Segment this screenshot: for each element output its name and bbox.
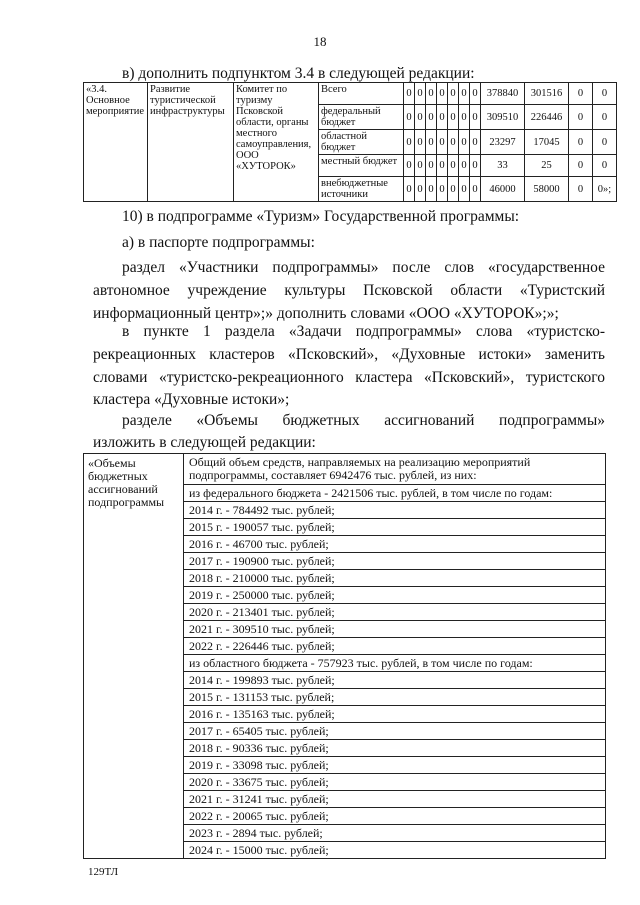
participants-line-3: информационный центр»;» дополнить словами «ООО «ХУТОРОК»;»; <box>93 305 559 322</box>
budget-line: из федерального бюджета - 2421506 тыс. рублей, в том числе по годам: <box>184 484 605 501</box>
paragraph-a: а) в паспорте подпрограммы: <box>122 234 315 251</box>
budget-line: 2022 г. - 226446 тыс. рублей; <box>184 637 605 654</box>
source-cell: федеральный бюджет <box>319 105 404 130</box>
value-cell: 0 <box>415 177 426 202</box>
budget-line: 2017 г. - 65405 тыс. рублей; <box>184 722 605 739</box>
value-cell: 0 <box>448 155 459 177</box>
value-cell: 0 <box>459 83 470 105</box>
value-cell: 0 <box>404 130 415 155</box>
budget-line: 2020 г. - 213401 тыс. рублей; <box>184 603 605 620</box>
tasks-line-1: в пункте 1 раздела «Задачи подпрограммы» слова «туристско- <box>122 323 605 340</box>
budget-line: 2016 г. - 46700 тыс. рублей; <box>184 535 605 552</box>
footer-code: 129ТЛ <box>88 866 119 878</box>
value-cell: 0 <box>470 177 481 202</box>
value-cell: 0 <box>437 105 448 130</box>
measure-type-text: Основное мероприятие <box>86 95 144 117</box>
value-cell: 0 <box>459 155 470 177</box>
value-cell: 301516 <box>525 83 569 105</box>
participants-line-2: автономное учреждение культуры Псковской области «Туристский <box>93 282 605 299</box>
value-cell: 0 <box>569 105 593 130</box>
value-cell: 0 <box>426 155 437 177</box>
value-cell: 0 <box>404 83 415 105</box>
paragraph-10: 10) в подпрограмме «Туризм» Государственной программы: <box>122 208 520 225</box>
budget-line: 2022 г. - 20065 тыс. рублей; <box>184 807 605 824</box>
value-cell: 378840 <box>481 83 525 105</box>
value-cell: 0 <box>593 130 617 155</box>
source-cell: внебюджетные источники <box>319 177 404 202</box>
value-cell: 0 <box>569 130 593 155</box>
value-cell: 0 <box>593 155 617 177</box>
value-cell: 0 <box>404 177 415 202</box>
value-cell: 226446 <box>525 105 569 130</box>
budget-label: «Объемы бюджетных ассигнований подпрограммы <box>84 454 184 859</box>
value-cell: 0 <box>437 83 448 105</box>
tasks-line-2: рекреационных кластеров «Псковский», «Духовные истоки» заменить <box>93 346 605 363</box>
budget-line: 2015 г. - 131153 тыс. рублей; <box>184 688 605 705</box>
budget-total: Общий объем средств, направляемых на реализацию мероприятий подпрограммы, составляет 6942476 тыс. рублей, из них: <box>189 455 531 482</box>
value-cell: 0 <box>437 177 448 202</box>
measure-code <box>84 83 148 202</box>
value-cell: 0 <box>459 130 470 155</box>
value-cell: 0 <box>448 177 459 202</box>
value-cell: 0 <box>404 105 415 130</box>
budget-line: 2020 г. - 33675 тыс. рублей; <box>184 773 605 790</box>
budget-line: 2018 г. - 210000 тыс. рублей; <box>184 569 605 586</box>
source-cell: Всего <box>319 83 404 105</box>
value-cell: 0 <box>426 177 437 202</box>
budget-line: 2016 г. - 135163 тыс. рублей; <box>184 705 605 722</box>
budget-line: 2017 г. - 190900 тыс. рублей; <box>184 552 605 569</box>
value-cell: 0 <box>448 105 459 130</box>
value-cell: 0 <box>470 83 481 105</box>
value-cell: 0 <box>415 130 426 155</box>
budget-table <box>83 453 606 859</box>
participants-line-1: раздел «Участники подпрограммы» после слов «государственное <box>122 259 605 276</box>
value-cell: 25 <box>525 155 569 177</box>
volumes-line-1: разделе «Объемы бюджетных ассигнований подпрограммы» <box>122 412 605 429</box>
value-cell: 0 <box>569 83 593 105</box>
value-cell: 0 <box>593 105 617 130</box>
measure-executor: Комитет по туризму Псковской области, органы местного самоуправления, ООО «ХУТОРОК» <box>234 83 319 202</box>
intro-line: в) дополнить подпунктом 3.4 в следующей редакции: <box>122 65 475 82</box>
measure-table <box>83 82 617 202</box>
volumes-line-2: изложить в следующей редакции: <box>93 434 316 451</box>
budget-line: 2024 г. - 15000 тыс. рублей; <box>184 841 605 858</box>
value-cell: 0 <box>470 155 481 177</box>
value-cell: 0 <box>448 83 459 105</box>
value-cell: 0»; <box>593 177 617 202</box>
value-cell: 0 <box>437 155 448 177</box>
budget-line: 2021 г. - 31241 тыс. рублей; <box>184 790 605 807</box>
value-cell: 0 <box>415 83 426 105</box>
budget-line: 2014 г. - 199893 тыс. рублей; <box>184 671 605 688</box>
value-cell: 0 <box>470 105 481 130</box>
budget-line: 2014 г. - 784492 тыс. рублей; <box>184 501 605 518</box>
value-cell: 0 <box>404 155 415 177</box>
budget-line: 2015 г. - 190057 тыс. рублей; <box>184 518 605 535</box>
value-cell: 0 <box>470 130 481 155</box>
value-cell: 58000 <box>525 177 569 202</box>
budget-line: 2019 г. - 33098 тыс. рублей; <box>184 756 605 773</box>
value-cell: 17045 <box>525 130 569 155</box>
budget-line: 2019 г. - 250000 тыс. рублей; <box>184 586 605 603</box>
budget-details <box>184 454 606 859</box>
value-cell: 0 <box>415 105 426 130</box>
measure-code-text: «3.4. <box>86 84 107 95</box>
page-number: 18 <box>313 34 327 49</box>
value-cell: 0 <box>459 177 470 202</box>
value-cell: 0 <box>569 177 593 202</box>
budget-line: из областного бюджета - 757923 тыс. рублей, в том числе по годам: <box>184 654 605 671</box>
value-cell: 309510 <box>481 105 525 130</box>
value-cell: 0 <box>459 105 470 130</box>
value-cell: 0 <box>426 105 437 130</box>
value-cell: 0 <box>437 130 448 155</box>
source-cell: местный бюджет <box>319 155 404 177</box>
source-cell: областной бюджет <box>319 130 404 155</box>
value-cell: 0 <box>593 83 617 105</box>
value-cell: 0 <box>569 155 593 177</box>
value-cell: 0 <box>415 155 426 177</box>
budget-line: 2021 г. - 309510 тыс. рублей; <box>184 620 605 637</box>
value-cell: 23297 <box>481 130 525 155</box>
value-cell: 0 <box>426 130 437 155</box>
measure-direction: Развитие туристической инфраструктуры <box>148 83 234 202</box>
value-cell: 46000 <box>481 177 525 202</box>
value-cell: 0 <box>448 130 459 155</box>
value-cell: 0 <box>426 83 437 105</box>
value-cell: 33 <box>481 155 525 177</box>
budget-line: 2018 г. - 90336 тыс. рублей; <box>184 739 605 756</box>
budget-line: 2023 г. - 2894 тыс. рублей; <box>184 824 605 841</box>
tasks-line-3: словами «туристско-рекреационного кластера «Псковский», туристского <box>93 369 605 386</box>
tasks-line-4: кластера «Духовные истоки»; <box>93 391 290 408</box>
